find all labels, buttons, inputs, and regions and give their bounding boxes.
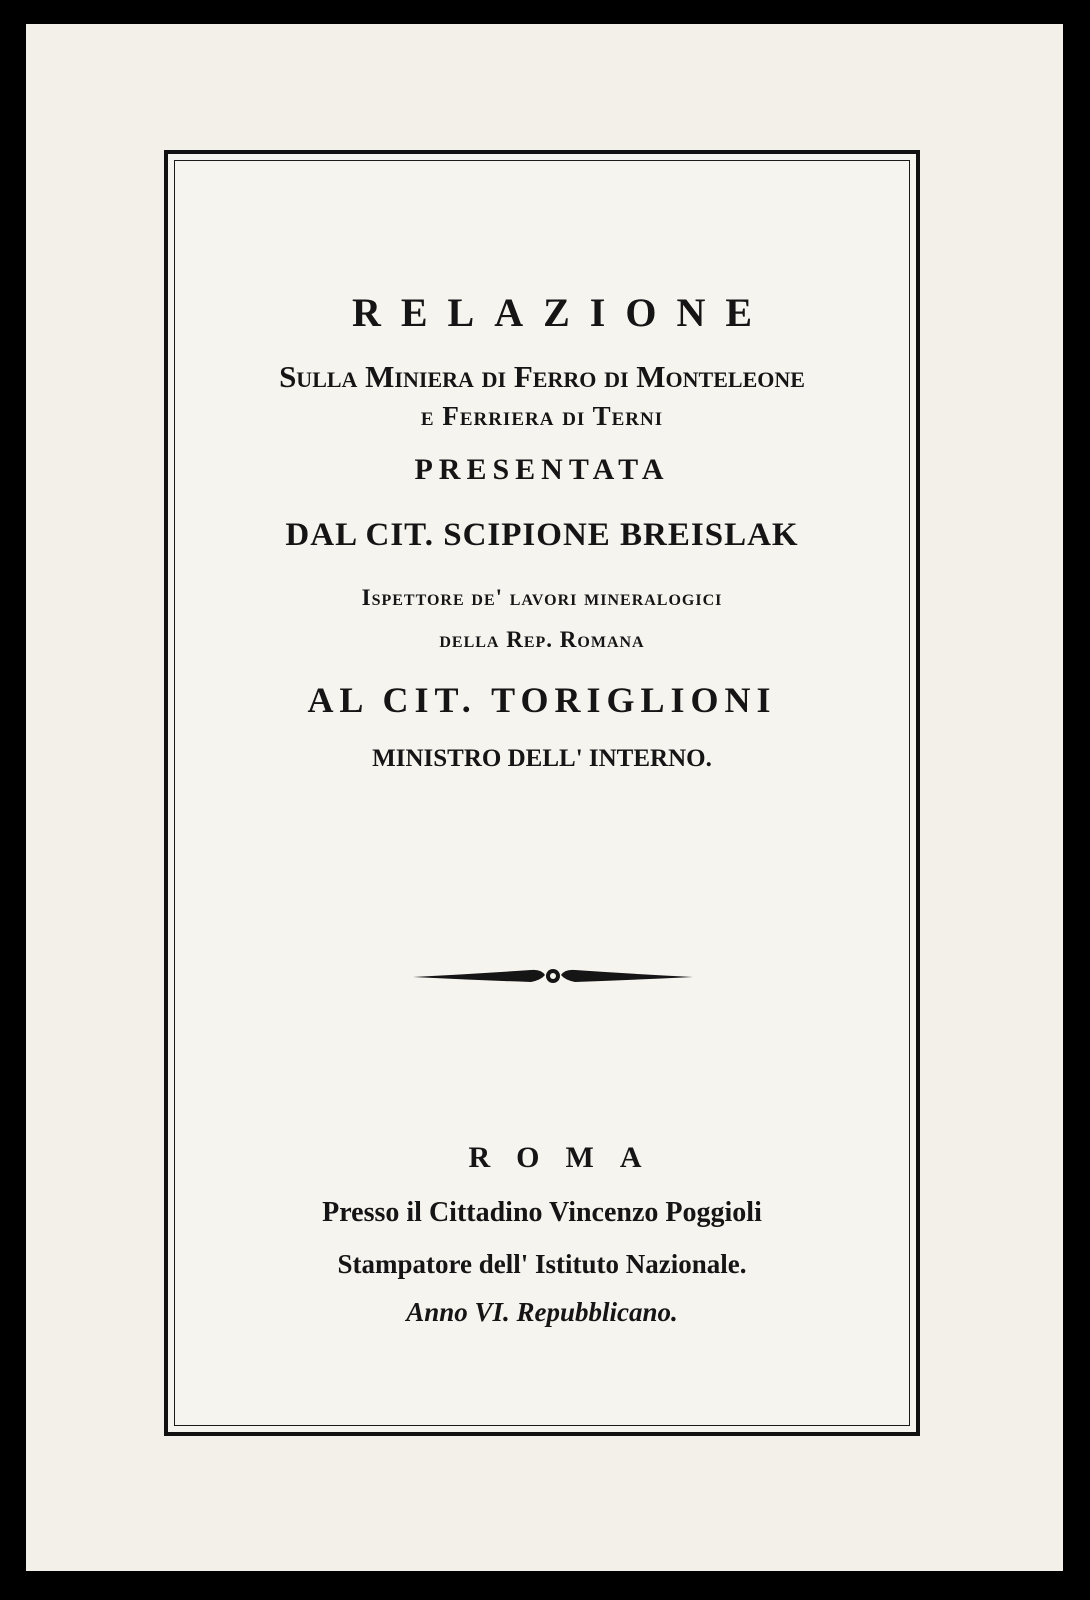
recipient-role: MINISTRO DELL' INTERNO. — [372, 745, 712, 772]
author-role-line-2: della Rep. Romana — [439, 627, 645, 652]
presented-label: PRESENTATA — [414, 453, 670, 486]
subtitle-line-1: Sulla Miniera di Ferro di Monteleone — [279, 359, 805, 394]
title-page — [26, 24, 1063, 1571]
document-title: RELAZIONE — [351, 290, 773, 335]
imprint-printer-role: Stampatore dell' Istituto Nazionale. — [337, 1249, 747, 1279]
author-line: DAL CIT. SCIPIONE BREISLAK — [285, 517, 799, 553]
recipient-line: AL CIT. TORIGLIONI — [307, 680, 777, 720]
imprint-city: ROMA — [468, 1141, 668, 1174]
decorative-border — [164, 150, 920, 1436]
inner-border-rule — [174, 160, 910, 1426]
author-role-line-1: Ispettore de' lavori mineralogici — [361, 585, 723, 610]
subtitle-line-2: e Ferriera di Terni — [420, 401, 664, 431]
ornamental-rule-icon — [413, 965, 693, 989]
imprint-year: Anno VI. Repubblicano. — [406, 1297, 678, 1327]
imprint-printer: Presso il Cittadino Vincenzo Poggioli — [322, 1197, 762, 1228]
